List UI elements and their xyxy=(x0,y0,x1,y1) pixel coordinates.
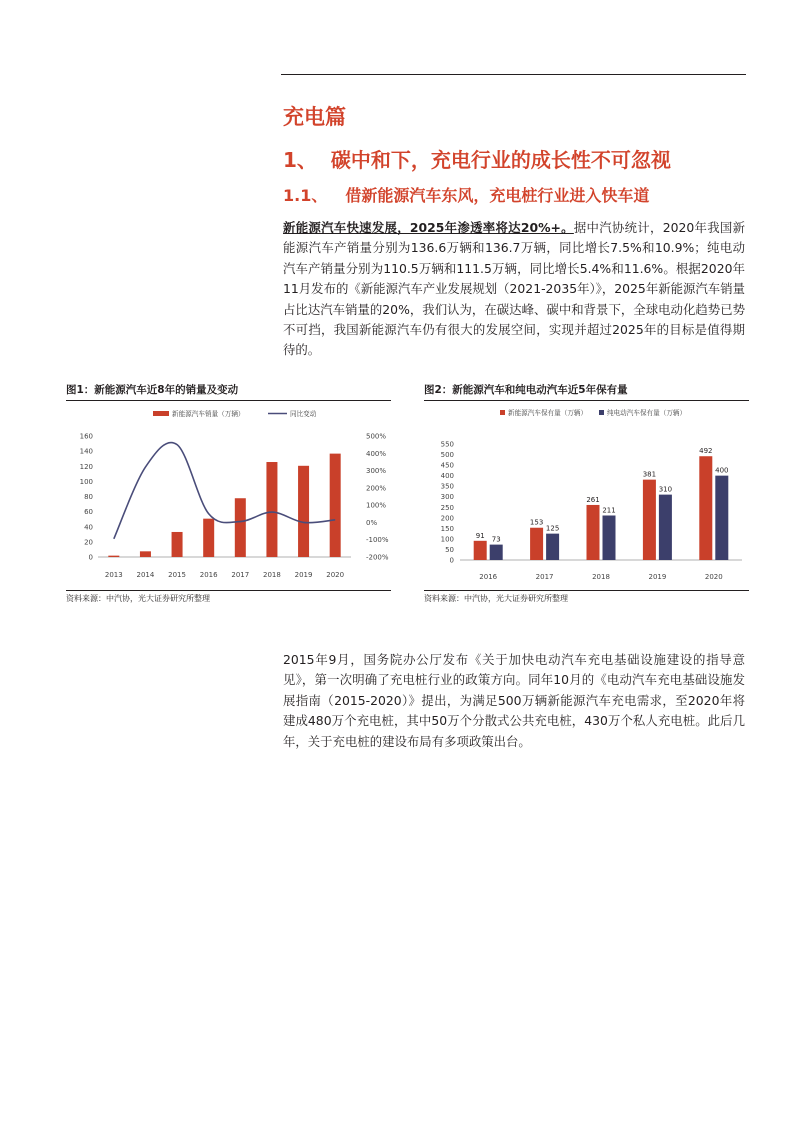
legend-swatch-bev xyxy=(599,410,604,415)
y-left-tick-label: 60 xyxy=(84,508,93,517)
y-left-tick-label: 20 xyxy=(84,538,93,547)
legend-swatch-sales xyxy=(153,411,169,416)
figure-1-bottom-rule xyxy=(66,590,391,591)
legend-label-yoy: 同比变动 xyxy=(290,410,317,418)
legend-label-nev: 新能源汽车保有量（万辆） xyxy=(508,409,588,417)
y-left-tick-label: 100 xyxy=(79,477,93,486)
sales-bar xyxy=(298,466,309,557)
figure-2-title: 图2：新能源汽车和纯电动汽车近5年保有量 xyxy=(424,384,628,396)
paragraph-1-body: 据中汽协统计，2020年我国新能源汽车产销量分别为136.6万辆和136.7万辆，同比增长7.5%和10.9%；纯电动汽车产销量分别为110.5万辆和111.5万辆，同比增长5.4%和11.6%。根据2020年11月发布的《新能源汽车产业发展规划（2021-2035年）》，2025年新能源汽车销量占比达汽车销量的20%，我们认为，在碳达峰、碳中和背景下，全球电动化趋势已势不可挡，我国新能源汽车仍有很大的发展空间，实现并超过2025年的目标是值得期待的。 xyxy=(283,220,745,358)
nev-stock-bar xyxy=(699,456,712,560)
x-tick-label: 2013 xyxy=(104,571,123,579)
y-left-tick-label: 140 xyxy=(79,447,93,456)
y-tick-label: 0 xyxy=(449,556,454,565)
x-tick-label: 2019 xyxy=(294,571,313,579)
heading-1-title: 碳中和下，充电行业的成长性不可忽视 xyxy=(330,148,671,172)
figure-1-source: 资料来源：中汽协，光大证券研究所整理 xyxy=(66,594,210,603)
data-label: 125 xyxy=(545,524,560,533)
y-left-tick-label: 120 xyxy=(79,462,93,471)
sales-bar xyxy=(235,498,246,557)
sales-bar xyxy=(108,556,119,557)
bev-stock-bar xyxy=(603,515,616,560)
data-label: 400 xyxy=(715,466,729,475)
paragraph-1-lead: 新能源汽车快速发展，2025年渗透率将达20%+。 xyxy=(283,220,574,235)
heading-1 xyxy=(283,144,671,173)
section-title: 充电篇 xyxy=(283,105,346,129)
x-tick-label: 2017 xyxy=(535,573,554,581)
nev-stock-bar xyxy=(474,541,487,560)
legend-label-bev: 纯电动汽车保有量（万辆） xyxy=(607,409,687,417)
x-tick-label: 2014 xyxy=(136,571,155,579)
y-tick-label: 300 xyxy=(440,493,454,502)
y-tick-label: 100 xyxy=(440,535,454,544)
heading-1-number: 1、 xyxy=(283,148,317,172)
nev-stock-bar xyxy=(530,528,543,560)
y-tick-label: 550 xyxy=(440,440,454,449)
sales-bar xyxy=(266,462,277,557)
x-tick-label: 2017 xyxy=(231,571,250,579)
x-tick-label: 2019 xyxy=(648,573,667,581)
sales-bar xyxy=(172,532,183,557)
nev-stock-bar xyxy=(643,480,656,560)
legend-label-sales: 新能源汽车销量（万辆） xyxy=(172,410,245,418)
y-left-tick-label: 80 xyxy=(84,493,93,501)
y-right-tick-label: 500% xyxy=(366,432,387,441)
y-tick-label: 450 xyxy=(440,461,454,470)
y-tick-label: 150 xyxy=(440,524,454,533)
x-tick-label: 2016 xyxy=(199,571,218,579)
y-right-tick-label: 0% xyxy=(366,518,378,527)
x-tick-label: 2018 xyxy=(263,571,281,579)
x-tick-label: 2016 xyxy=(479,573,498,581)
figure-1-top-rule xyxy=(66,400,391,401)
figure-2-top-rule xyxy=(424,400,749,401)
x-tick-label: 2015 xyxy=(168,571,186,579)
data-label: 211 xyxy=(602,506,616,515)
sales-bar xyxy=(203,519,214,557)
y-left-tick-label: 160 xyxy=(79,432,93,441)
legend-swatch-nev xyxy=(500,410,505,415)
y-tick-label: 500 xyxy=(440,451,454,460)
figure-2-bottom-rule xyxy=(424,590,749,591)
figure-2-source: 资料来源：中汽协，光大证券研究所整理 xyxy=(424,594,568,603)
y-tick-label: 200 xyxy=(440,514,454,523)
y-tick-label: 350 xyxy=(440,482,454,491)
y-tick-label: 50 xyxy=(445,545,454,554)
bev-stock-bar xyxy=(546,534,559,560)
data-label: 73 xyxy=(491,535,501,544)
y-left-tick-label: 0 xyxy=(88,553,93,562)
y-right-tick-label: 300% xyxy=(366,467,387,476)
data-label: 492 xyxy=(699,447,713,456)
figure-2-chart xyxy=(424,402,749,588)
heading-1-1-number: 1.1、 xyxy=(283,186,328,205)
paragraph-2: 2015年9月，国务院办公厅发布《关于加快电动汽车充电基础设施建设的指导意见》，第一次明确了充电桩行业的政策方向。同年10月的《电动汽车充电基础设施发展指南（2015-2020）》提出，为满足500万辆新能源汽车充电需求，至2020年将建成480万个充电桩，其中50万个分散式公共充电桩，430万个私人充电桩。此后几年，关于充电桩的建设布局有多项政策出台。 xyxy=(283,652,745,749)
y-right-tick-label: 200% xyxy=(366,484,387,493)
y-right-tick-label: -100% xyxy=(366,536,389,545)
x-tick-label: 2020 xyxy=(326,571,345,579)
x-tick-label: 2020 xyxy=(704,573,723,581)
data-label: 153 xyxy=(529,518,544,527)
bev-stock-bar xyxy=(715,476,728,560)
figure-1-chart xyxy=(66,402,391,588)
y-right-tick-label: 400% xyxy=(366,449,387,458)
header-rule xyxy=(281,74,746,75)
sales-bar xyxy=(140,551,151,557)
data-label: 381 xyxy=(642,470,657,479)
x-tick-label: 2018 xyxy=(592,573,610,581)
nev-stock-bar xyxy=(587,505,600,560)
figure-1-title: 图1：新能源汽车近8年的销量及变动 xyxy=(66,384,239,396)
data-label: 91 xyxy=(475,531,485,540)
paragraph-1 xyxy=(283,218,745,361)
sales-bar xyxy=(330,454,341,557)
y-tick-label: 250 xyxy=(440,503,454,512)
y-right-tick-label: -200% xyxy=(366,553,389,562)
y-left-tick-label: 40 xyxy=(84,523,93,532)
heading-1-1-title: 借新能源汽车东风，充电桩行业进入快车道 xyxy=(345,186,650,205)
bev-stock-bar xyxy=(659,495,672,560)
data-label: 261 xyxy=(586,495,600,504)
y-right-tick-label: 100% xyxy=(366,501,387,510)
bev-stock-bar xyxy=(490,545,503,560)
data-label: 310 xyxy=(658,485,673,494)
y-tick-label: 400 xyxy=(440,472,454,481)
heading-1-1 xyxy=(283,183,649,206)
